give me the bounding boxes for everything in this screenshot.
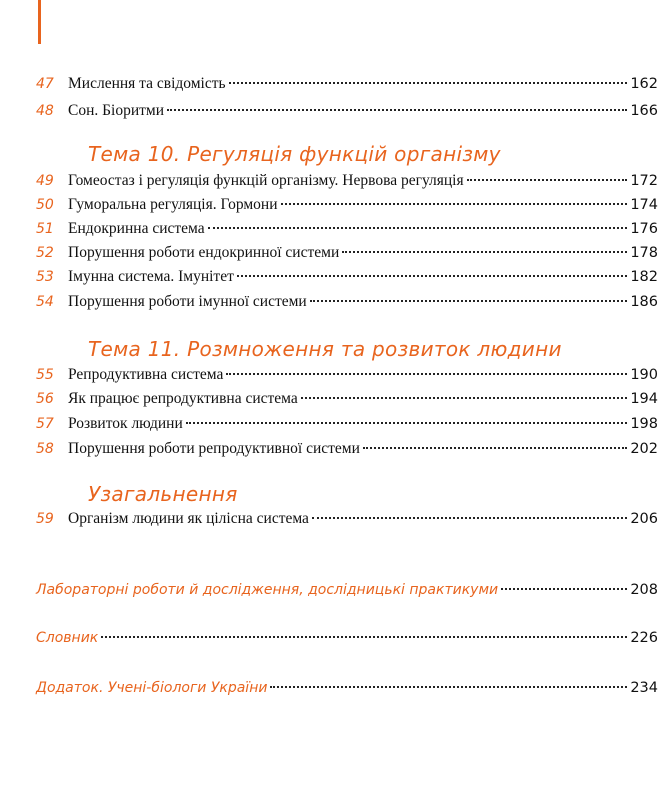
topic-11-heading: Тема 11. Розмноження та розвиток людини (88, 337, 562, 361)
topic-10-heading: Тема 10. Регуляція функцій організму (88, 142, 501, 166)
page-number: 206 (630, 511, 658, 527)
leader-dots (186, 422, 628, 424)
leader-dots (301, 397, 628, 399)
toc-entry-47[interactable] (36, 73, 658, 95)
toc-entry-53[interactable] (36, 266, 658, 288)
page-number: 234 (630, 680, 658, 696)
page-number: 166 (630, 103, 658, 119)
leader-dots (342, 251, 627, 253)
lesson-title: Мислення та свідомість (68, 75, 226, 92)
leader-dots (312, 517, 627, 519)
toc-entry-59[interactable] (36, 508, 658, 530)
lesson-title: Гомеостаз і регуляція функцій організму. Нервова регуляція (68, 172, 464, 189)
lesson-number: 47 (36, 76, 54, 92)
toc-entry-49[interactable] (36, 170, 658, 192)
leader-dots (226, 373, 627, 375)
page-number: 178 (630, 245, 658, 261)
summary-heading: Узагальнення (88, 482, 238, 506)
lesson-number: 56 (36, 391, 54, 407)
leader-dots (270, 686, 627, 688)
leader-dots (310, 300, 628, 302)
appendix-title: Лабораторні роботи й дослідження, дослідницькі практикуми (36, 582, 499, 598)
page-number: 176 (630, 221, 658, 237)
page-number: 202 (630, 441, 658, 457)
toc-entry-48[interactable] (36, 100, 658, 122)
appendix-title: Словник (36, 630, 99, 646)
leader-dots (281, 203, 628, 205)
leader-dots (208, 227, 628, 229)
lesson-title: Репродуктивна система (68, 366, 224, 383)
lesson-title: Розвиток людини (68, 415, 183, 432)
page-number: 186 (630, 294, 658, 310)
lesson-number: 58 (36, 441, 54, 457)
lesson-title: Організм людини як цілісна система (68, 510, 309, 527)
lesson-title: Порушення роботи імунної системи (68, 293, 307, 310)
toc-entry-55[interactable] (36, 364, 658, 386)
lesson-number: 48 (36, 103, 54, 119)
page-number: 162 (630, 76, 658, 92)
page-number: 182 (630, 269, 658, 285)
lesson-number: 57 (36, 416, 54, 432)
toc-entry-51[interactable] (36, 218, 658, 240)
toc-entry-56[interactable] (36, 388, 658, 410)
lesson-number: 50 (36, 197, 54, 213)
page-number: 208 (630, 582, 658, 598)
page-number: 198 (630, 416, 658, 432)
page-number: 174 (630, 197, 658, 213)
leader-dots (501, 588, 627, 590)
lesson-title: Як працює репродуктивна система (68, 390, 298, 407)
lesson-number: 59 (36, 511, 54, 527)
page-number: 226 (630, 630, 658, 646)
leader-dots (167, 109, 627, 111)
lesson-number: 49 (36, 173, 54, 189)
lesson-number: 51 (36, 221, 54, 237)
lesson-title: Порушення роботи ендокринної системи (68, 244, 340, 261)
lesson-number: 53 (36, 269, 54, 285)
toc-entry-glossary[interactable] (36, 627, 658, 649)
lesson-title: Порушення роботи репродуктивної системи (68, 440, 360, 457)
toc-entry-57[interactable] (36, 413, 658, 435)
toc-entry-50[interactable] (36, 194, 658, 216)
leader-dots (237, 275, 627, 277)
lesson-title: Ендокринна система (68, 220, 205, 237)
lesson-number: 54 (36, 294, 54, 310)
leader-dots (101, 636, 627, 638)
page-number: 172 (630, 173, 658, 189)
lesson-title: Сон. Біоритми (68, 102, 165, 119)
leader-dots (229, 82, 628, 84)
toc-entry-52[interactable] (36, 242, 658, 264)
toc-entry-54[interactable] (36, 291, 658, 313)
leader-dots (363, 447, 627, 449)
page-number: 194 (630, 391, 658, 407)
toc-entry-lab-works[interactable] (36, 579, 658, 601)
lesson-title: Імунна система. Імунітет (68, 268, 234, 285)
lesson-number: 52 (36, 245, 54, 261)
toc-entry-supplement[interactable] (36, 677, 658, 699)
toc-entry-58[interactable] (36, 438, 658, 460)
page-number: 190 (630, 367, 658, 383)
lesson-number: 55 (36, 367, 54, 383)
lesson-title: Гуморальна регуляція. Гормони (68, 196, 278, 213)
appendix-title: Додаток. Учені-біологи України (36, 680, 268, 696)
leader-dots (467, 179, 628, 181)
